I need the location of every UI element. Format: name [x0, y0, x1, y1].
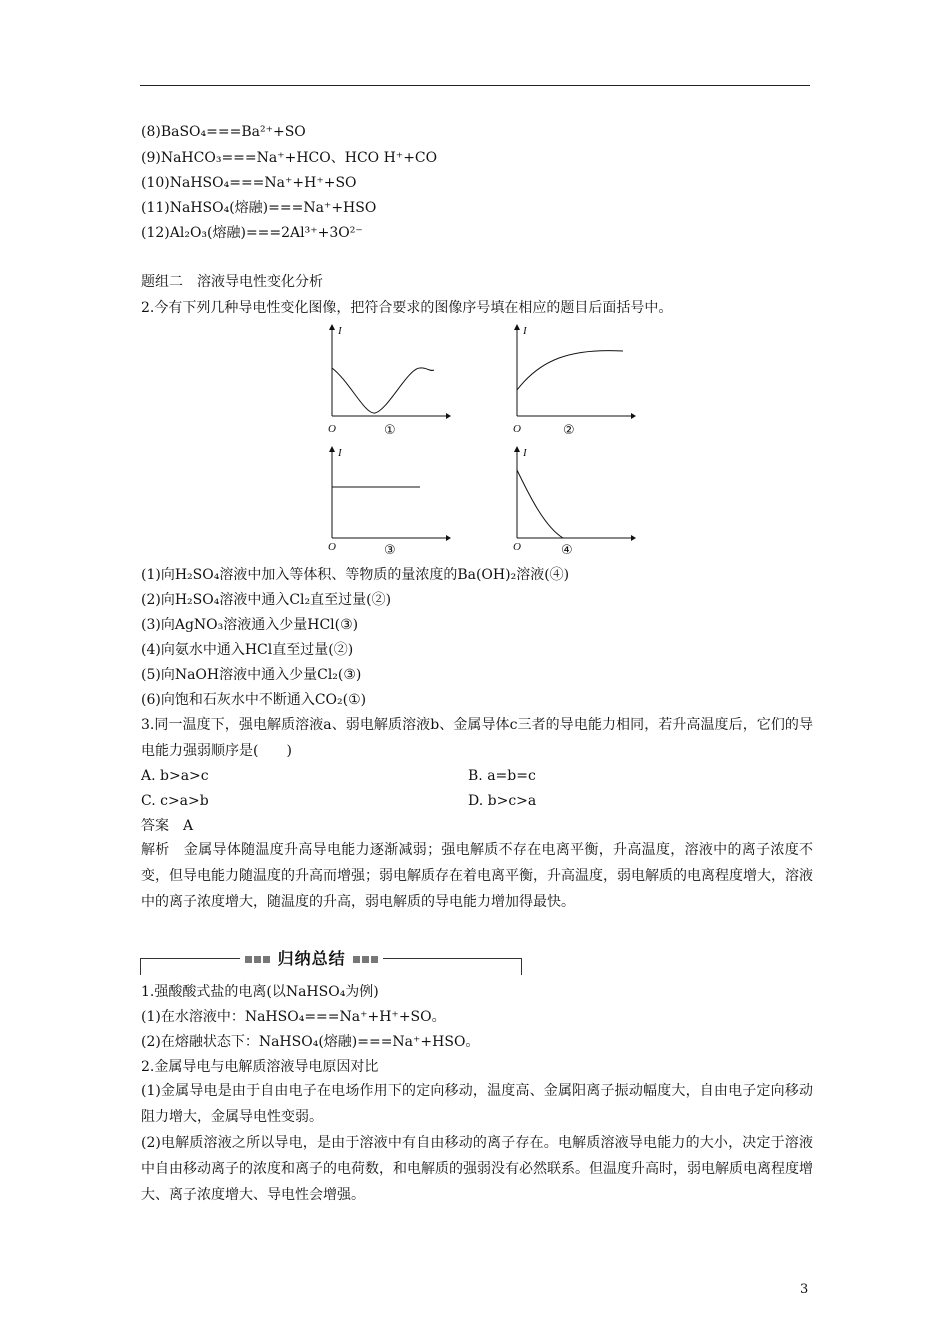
summary-paragraph-2: (2)电解质溶液之所以导电，是由于溶液中有自由移动的离子存在。电解质溶液导电能力的大小，决定于溶液中自由移动离子的浓度和离子的电荷数，和电解质的强弱没有必然联系。但温度升高时，弱电解质电离程度增大、离子浓度增大、导电性会增强。 — [141, 1135, 813, 1203]
equation-12: (12)Al₂O₃(熔融)===2Al³⁺+3O²⁻ — [141, 225, 363, 241]
equation-11: (11)NaHSO₄(熔融)===Na⁺+HSO — [141, 200, 377, 216]
graph-3-y-label: I — [338, 447, 342, 459]
graph-3-number: ③ — [384, 543, 396, 558]
graph-2-origin: O — [513, 423, 521, 435]
graph-3 — [320, 442, 450, 566]
graph-4-y-label: I — [523, 447, 527, 459]
option-b: B. a=b=c — [468, 768, 536, 784]
q2-item-1: (1)向H₂SO₄溶液中加入等体积、等物质的量浓度的Ba(OH)₂溶液(④) — [141, 567, 570, 583]
graph-3-origin: O — [328, 541, 336, 553]
q2-item-4: (4)向氨水中通入HCl直至过量(②) — [141, 642, 354, 658]
equation-9: (9)NaHCO₃===Na⁺+HCO、HCO H⁺+CO — [141, 150, 438, 166]
option-a: A. b>a>c — [141, 768, 209, 784]
graph-4 — [505, 442, 635, 566]
graph-1 — [320, 320, 450, 444]
page-number: 3 — [800, 1282, 809, 1297]
question-3-stem: 3.同一温度下，强电解质溶液a、弱电解质溶液b、金属导体c三者的导电能力相同，若升高温度后，它们的导电能力强弱顺序是( ) — [141, 717, 813, 759]
square-icon — [245, 956, 252, 963]
summary-line-1: 1.强酸酸式盐的电离(以NaHSO₄为例) — [141, 984, 379, 1000]
square-icon — [263, 956, 270, 963]
square-icon — [254, 956, 261, 963]
equation-8: (8)BaSO₄===Ba²⁺+SO — [141, 124, 306, 140]
graph-2-y-label: I — [523, 325, 527, 337]
option-c: C. c>a>b — [141, 793, 209, 809]
summary-banner — [140, 944, 522, 974]
option-d: D. b>c>a — [468, 793, 537, 809]
graph-2-number: ② — [563, 423, 575, 438]
summary-title: 归纳总结 — [277, 949, 346, 968]
answer: 答案 A — [141, 818, 194, 834]
summary-line-2: (1)在水溶液中：NaHSO₄===Na⁺+H⁺+SO。 — [141, 1009, 446, 1025]
section-title: 题组二 溶液导电性变化分析 — [141, 274, 323, 290]
graph-4-origin: O — [513, 541, 521, 553]
q2-item-5: (5)向NaOH溶液中通入少量Cl₂(③) — [141, 667, 362, 683]
q2-item-6: (6)向饱和石灰水中不断通入CO₂(①) — [141, 692, 367, 708]
graph-4-number: ④ — [561, 543, 573, 558]
summary-line-3: (2)在熔融状态下：NaHSO₄(熔融)===Na⁺+HSO。 — [141, 1034, 480, 1050]
graph-1-y-label: I — [338, 325, 342, 337]
equation-10: (10)NaHSO₄===Na⁺+H⁺+SO — [141, 175, 357, 191]
q2-item-3: (3)向AgNO₃溶液通入少量HCl(③) — [141, 617, 359, 633]
summary-banner-title — [240, 946, 383, 969]
square-icon — [371, 956, 378, 963]
q2-item-2: (2)向H₂SO₄溶液中通入Cl₂直至过量(②) — [141, 592, 392, 608]
square-icon — [362, 956, 369, 963]
graph-2 — [505, 320, 635, 444]
graph-1-origin: O — [328, 423, 336, 435]
question-2-stem: 2.今有下列几种导电性变化图像，把符合要求的图像序号填在相应的题目后面括号中。 — [141, 300, 673, 316]
analysis: 解析 金属导体随温度升高导电能力逐渐减弱；强电解质不存在电离平衡，升高温度，溶液中的离子浓度不变，但导电能力随温度的升高而增强；弱电解质存在着电离平衡，升高温度，弱电解质的电离程度增大，溶液中的离子浓度增大，随温度的升高，弱电解质的导电能力增加得最快。 — [141, 842, 813, 910]
summary-paragraph-1: (1)金属导电是由于自由电子在电场作用下的定向移动，温度高、金属阳离子振动幅度大，自由电子定向移动阻力增大，金属导电性变弱。 — [141, 1083, 813, 1125]
header-rule — [140, 85, 810, 86]
summary-line-4: 2.金属导电与电解质溶液导电原因对比 — [141, 1059, 379, 1075]
square-icon — [353, 956, 360, 963]
graph-1-number: ① — [384, 423, 396, 438]
